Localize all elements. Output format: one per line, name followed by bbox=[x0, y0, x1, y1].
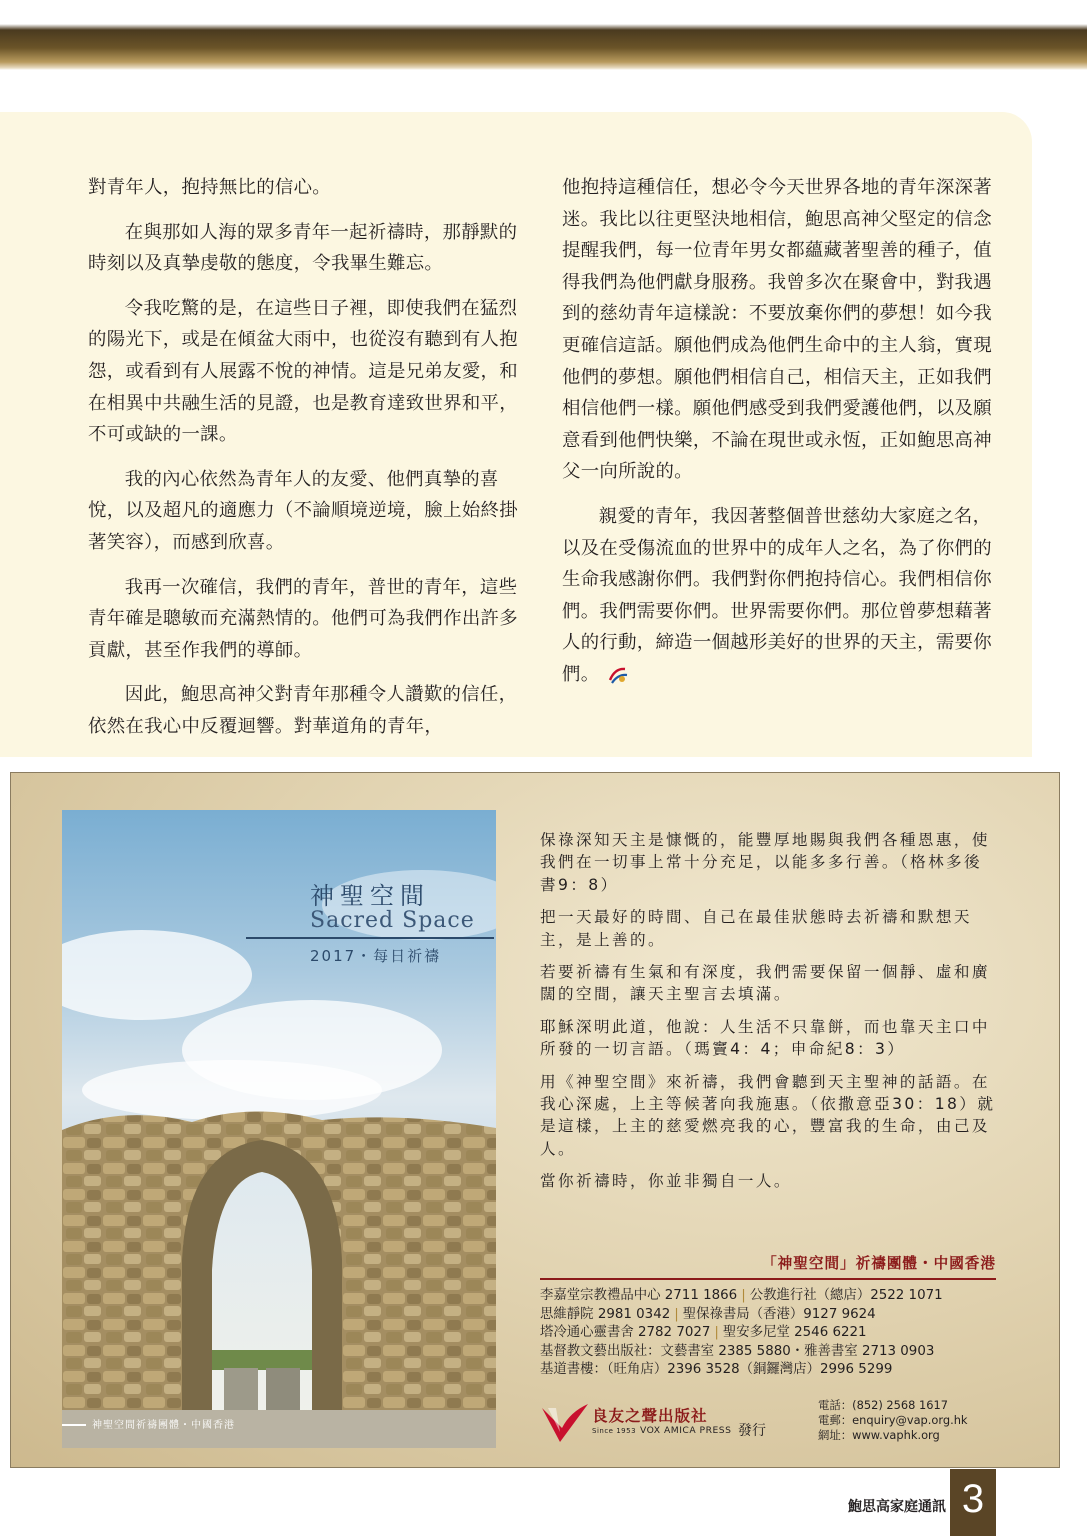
article-column-left bbox=[88, 172, 526, 756]
vox-amica-logo-icon bbox=[540, 1402, 590, 1446]
stone-arch-illustration bbox=[62, 1110, 496, 1448]
cover-title: 神聖空間 bbox=[310, 882, 430, 910]
paragraph: 因此，鮑思高神父對青年那種令人讚歎的信任，依然在我心中反覆迴響。對華道角的青年， bbox=[88, 684, 518, 737]
header-bar bbox=[0, 0, 1087, 70]
salesian-emblem-icon bbox=[607, 664, 629, 686]
publisher-contact bbox=[818, 1398, 968, 1443]
paragraph: 對青年人，抱持無比的信心。 bbox=[88, 177, 331, 198]
publication-name: 鮑思高家庭通訊 bbox=[848, 1499, 946, 1515]
ad-paragraph: 耶穌深明此道，他說：人生活不只靠餅，而也靠天主口中所發的一切言語。（瑪竇4：4；申命紀8：3） bbox=[540, 1017, 990, 1059]
ad-paragraph: 把一天最好的時間、自己在最佳狀態時去祈禱和默想天主，是上善的。 bbox=[540, 908, 972, 949]
retailer-line: 李嘉堂宗教禮品中心 2711 1866 | 公教進行社（總店）2522 1071 bbox=[540, 1288, 943, 1303]
book-cover bbox=[62, 810, 496, 1448]
cover-footer bbox=[62, 1416, 235, 1431]
cover-year: 2017・每日祈禱 bbox=[310, 947, 442, 965]
ad-signature: 「神聖空間」祈禱團體・中國香港 bbox=[762, 1255, 996, 1272]
retailer-line: 思維靜院 2981 0342 | 聖保祿書局（香港）9127 9624 bbox=[540, 1306, 876, 1322]
retailer-line: 基道書樓：（旺角店）2396 3528（銅鑼灣店）2996 5299 bbox=[540, 1362, 893, 1378]
cover-footer-text: 神聖空間祈禱團體・中國香港 bbox=[92, 1420, 235, 1431]
publisher-issue-label: 發行 bbox=[738, 1423, 766, 1439]
ad-paragraph: 用《神聖空間》來祈禱，我們會聽到天主聖神的話語。在我心深處，上主等候著向我施惠。（依撒意亞30：18）就是這樣，上主的慈愛燃亮我的心，豐富我的生命，由己及人。 bbox=[540, 1072, 996, 1158]
paragraph: 令我吃驚的是，在這些日子裡，即使我們在猛烈的陽光下，或是在傾盆大雨中，也從沒有聽到有人抱怨，或看到有人展露不悅的神情。這是兄弟友愛，和在相異中共融生活的見證，也是教育達致世界和平，不可或缺的一課。 bbox=[88, 297, 518, 446]
contact-phone: 電話：(852) 2568 1617 bbox=[818, 1398, 949, 1412]
paragraph-last bbox=[562, 501, 1000, 691]
paragraph: 我的內心依然為青年人的友愛、他們真摯的喜悅，以及超凡的適應力（不論順境逆境，臉上始終掛著笑容），而感到欣喜。 bbox=[88, 468, 518, 553]
contact-web: 網址：www.vaphk.org bbox=[818, 1428, 940, 1442]
article-column-right bbox=[562, 172, 1000, 704]
paragraph: 在與那如人海的眾多青年一起祈禱時，那靜默的時刻以及真摯虔敬的態度，令我畢生難忘。 bbox=[88, 221, 518, 275]
cover-divider bbox=[246, 937, 494, 939]
contact-email: 電郵：enquiry@vap.org.hk bbox=[818, 1413, 968, 1427]
publisher-english: Since 1953 VOX AMICA PRESS bbox=[592, 1425, 732, 1436]
ad-paragraph: 保祿深知天主是慷慨的，能豐厚地賜與我們各種恩惠，使我們在一切事上常十分充足，以能多多行善。（格林多後書9：8） bbox=[540, 831, 990, 894]
publisher-name: 良友之聲出版社 bbox=[592, 1407, 708, 1425]
page-number: 3 bbox=[950, 1469, 996, 1536]
ad-text bbox=[540, 829, 996, 1203]
paragraph: 我再一次確信，我們的青年，普世的青年，這些青年確是聰敏而充滿熱情的。他們可為我們作出許多貢獻，甚至作我們的導師。 bbox=[88, 576, 518, 661]
paragraph-text: 親愛的青年，我因著整個普世慈幼大家庭之名，以及在受傷流血的世界中的成年人之名，為了你們的生命我感謝你們。我們對你們抱持信心。我們相信你們。我們需要你們。世界需要你們。那位曾夢想藉著人的行動，締造一個越形美好的世界的天主，需要你們。 bbox=[562, 505, 992, 685]
retailer-line: 塔冷通心靈書舍 2782 7027 | 聖安多尼堂 2546 6221 bbox=[540, 1325, 867, 1341]
retailer-line: 基督教文藝出版社：文藝書室 2385 5880・雅善書室 2713 0903 bbox=[540, 1343, 935, 1359]
ad-paragraph: 當你祈禱時，你並非獨自一人。 bbox=[540, 1172, 792, 1191]
paragraph: 他抱持這種信任，想必令今天世界各地的青年深深著迷。我比以往更堅決地相信，鮑思高神父堅定的信念提醒我們，每一位青年男女都蘊藏著聖善的種子，值得我們為他們獻身服務。我曾多次在聚會中，對我遇到的慈幼青年這樣說：不要放棄你們的夢想！如今我更確信這話。願他們成為他們生命中的主人翁，實現他們的夢想。願他們相信自己，相信天主，正如我們相信他們一樣。願他們感受到我們愛護他們，以及願意看到他們快樂，不論在現世或永恆，正如鮑思高神父一向所說的。 bbox=[562, 177, 992, 483]
cover-subtitle: Sacred Space bbox=[310, 908, 475, 933]
ad-paragraph: 若要祈禱有生氣和有深度，我們需要保留一個靜、虛和廣闊的空間，讓天主聖言去填滿。 bbox=[540, 963, 990, 1004]
retailer-list bbox=[540, 1287, 1000, 1380]
ad-divider bbox=[540, 1278, 996, 1280]
